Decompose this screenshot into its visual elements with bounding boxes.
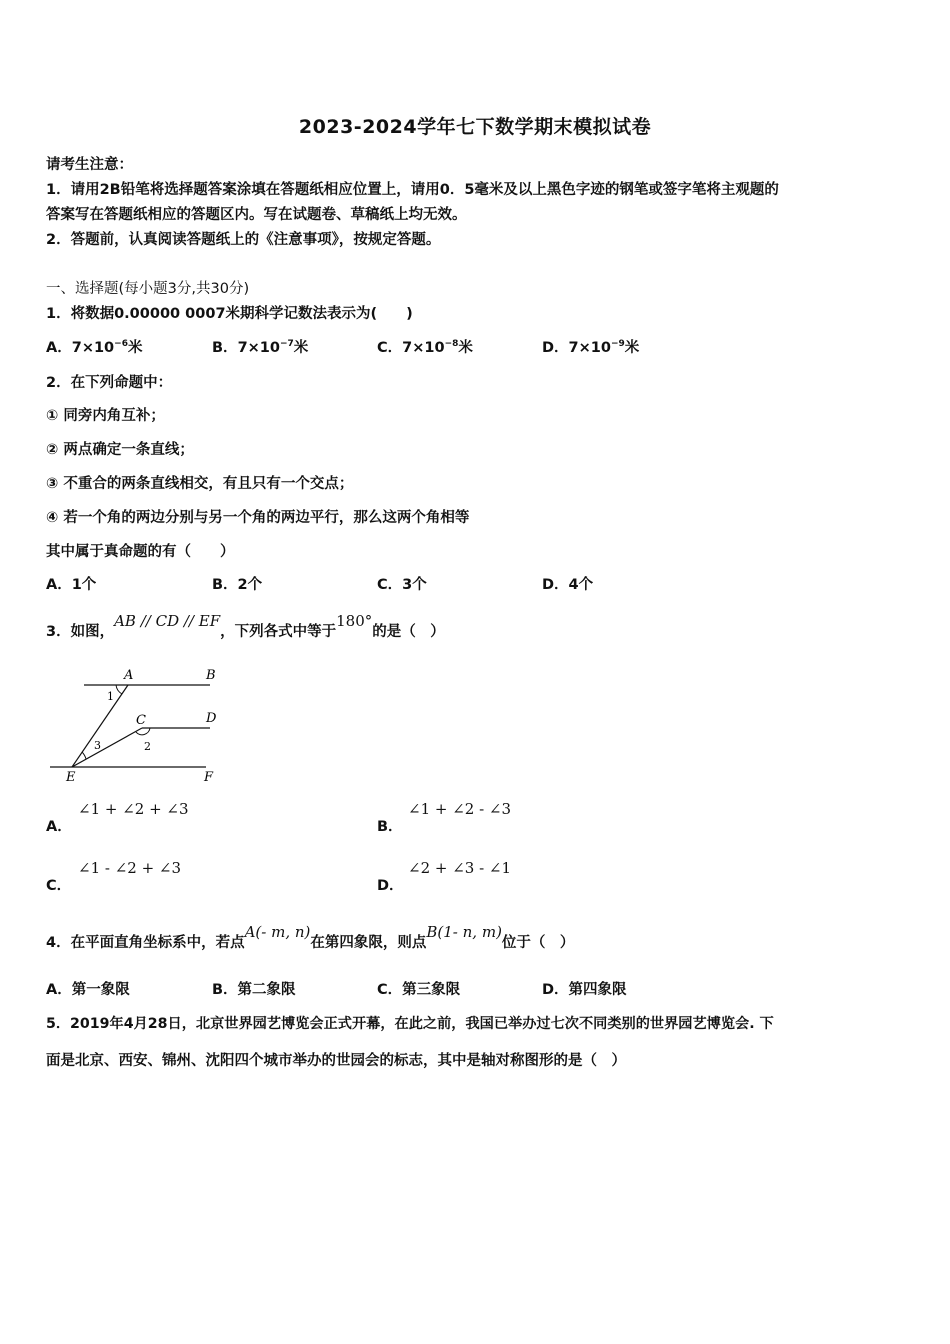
- q3-option-d-label: D．: [377, 878, 404, 894]
- q4-option-c: C．第三象限: [377, 982, 461, 998]
- q3-option-b-expr: ∠1 + ∠2 - ∠3: [408, 800, 512, 818]
- label-d: D: [206, 711, 217, 726]
- label-c: C: [136, 713, 146, 728]
- q3-stem: 3．如图，AB // CD // EF，下列各式中等于180°的是（ ）: [46, 612, 445, 640]
- notice-item-2: 2．答题前，认真阅读答题纸上的《注意事项》，按规定答题。: [46, 232, 441, 248]
- q3-option-b-label: B．: [377, 819, 403, 835]
- section-heading: 一、选择题(每小题3分,共30分): [46, 281, 250, 297]
- q2-prop-3: ③ 不重合的两条直线相交，有且只有一个交点；: [46, 476, 354, 492]
- label-angle-1: 1: [107, 690, 114, 703]
- label-a: A: [124, 668, 134, 683]
- label-angle-2: 2: [144, 740, 151, 753]
- q1-stem: 1．将数据0.00000 0007米期科学记数法表示为( ): [46, 306, 413, 322]
- q4-option-d: D．第四象限: [542, 982, 627, 998]
- q3-value: 180°: [336, 612, 373, 630]
- q3-option-a-expr: ∠1 + ∠2 + ∠3: [78, 800, 189, 818]
- label-angle-3: 3: [94, 739, 101, 752]
- q1-option-b: B．$7\times 10^{-7}$米: [212, 339, 309, 356]
- notice-item-1-line-1: 1．请用2B铅笔将选择题答案涂填在答题纸相应位置上，请用0．5毫米及以上黑色字迹的钢笔或签字笔将主观题的: [46, 182, 779, 198]
- q2-option-c: C．3个: [377, 577, 427, 593]
- angle-3-arc: [82, 752, 86, 759]
- label-e: E: [66, 770, 76, 785]
- q2-prop-2: ② 两点确定一条直线；: [46, 442, 194, 458]
- segment-ce: [72, 728, 142, 767]
- q2-question: 其中属于真命题的有（ ）: [46, 544, 235, 560]
- q2-prop-1: ① 同旁内角互补；: [46, 408, 165, 424]
- q2-stem: 2．在下列命题中：: [46, 375, 173, 391]
- q4-point-a: A(- m, n): [244, 923, 311, 941]
- angle-1-arc: [116, 685, 122, 694]
- q3-formula: AB // CD // EF: [114, 612, 221, 630]
- notice-heading: 请考生注意：: [46, 157, 133, 173]
- q2-prop-4: ④ 若一个角的两边分别与另一个角的两边平行，那么这两个角相等: [46, 510, 470, 526]
- q1-option-c: C．$7\times 10^{-8}$米: [377, 339, 473, 356]
- q4-option-b: B．第二象限: [212, 982, 296, 998]
- q5-stem-line-1: 5．2019年4月28日，北京世界园艺博览会正式开幕，在此之前，我国已举办过七次不同类别的世界园艺博览会. 下: [46, 1016, 774, 1032]
- q3-option-d-expr: ∠2 + ∠3 - ∠1: [408, 859, 512, 877]
- q3-option-a-label: A．: [46, 819, 72, 835]
- q5-stem-line-2: 面是北京、西安、锦州、沈阳四个城市举办的世园会的标志，其中是轴对称图形的是（ ）: [46, 1053, 626, 1069]
- q3-option-c-expr: ∠1 - ∠2 + ∠3: [78, 859, 182, 877]
- label-f: F: [204, 770, 214, 785]
- angle-2-arc: [136, 728, 150, 735]
- q1-option-a: A．$7\times 10^{-6}$米: [46, 339, 143, 356]
- q4-point-b: B(1- n, m): [426, 923, 502, 941]
- notice-item-1-line-2: 答案写在答题纸相应的答题区内。写在试题卷、草稿纸上均无效。: [46, 207, 467, 223]
- q4-option-a: A．第一象限: [46, 982, 130, 998]
- segment-ae: [72, 685, 128, 767]
- exam-title: 2023-2024学年七下数学期末模拟试卷: [298, 116, 652, 138]
- q3-option-c-label: C．: [46, 878, 72, 894]
- q1-option-d: D．$7\times 10^{-9}$米: [542, 339, 640, 356]
- q4-stem: 4．在平面直角坐标系中，若点A(- m, n)在第四象限，则点B(1- n, m)位于（ ）: [46, 923, 575, 951]
- q2-option-d: D．4个: [542, 577, 594, 593]
- label-b: B: [206, 668, 216, 683]
- q2-option-a: A．1个: [46, 577, 97, 593]
- parallel-lines-figure: [46, 660, 231, 790]
- q2-option-b: B．2个: [212, 577, 263, 593]
